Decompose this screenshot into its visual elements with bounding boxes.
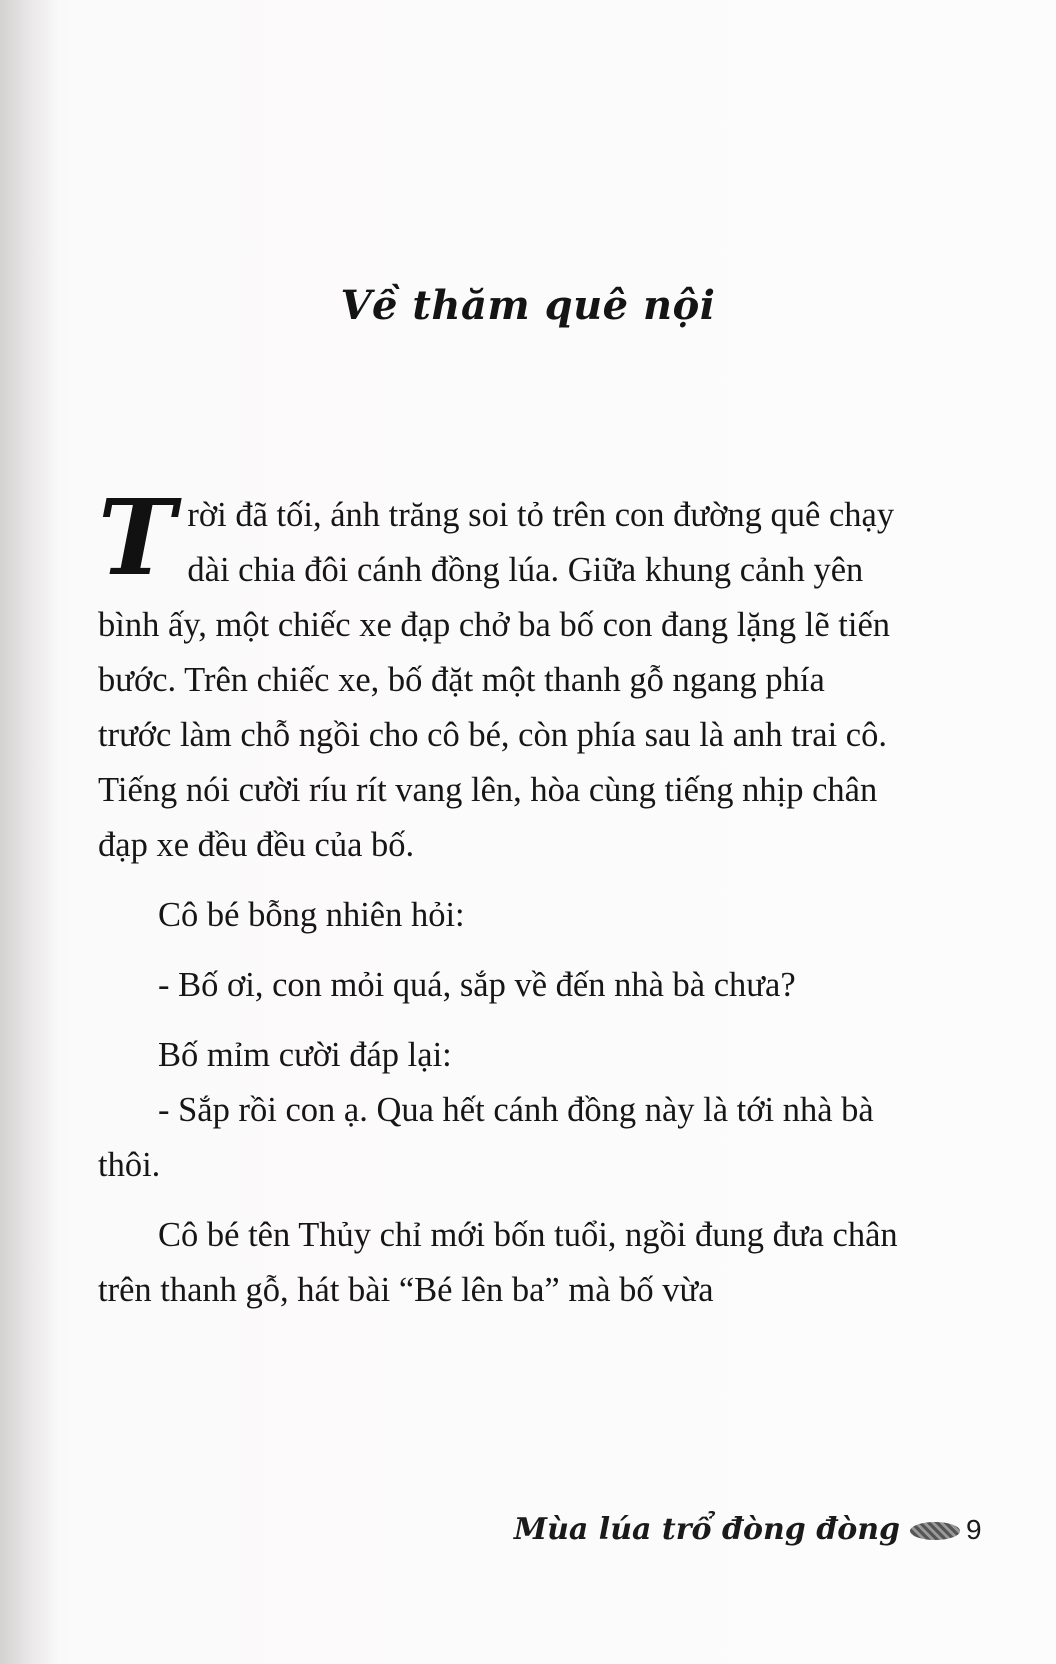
drop-cap: T — [98, 476, 176, 599]
leaf-ornament-icon — [910, 1522, 960, 1540]
page-number: 9 — [966, 1514, 982, 1545]
page-gutter-shadow — [0, 0, 60, 1664]
body-text — [98, 476, 898, 1318]
paragraph-2: Cô bé bỗng nhiên hỏi: — [158, 896, 465, 934]
paragraph-1-text: rời đã tối, ánh trăng soi tỏ trên con đường quê chạy dài chia đôi cánh đồng lúa. Giữa khung cảnh yên bình ấy, một chiếc xe đạp chở ba bố con đang lặng lẽ tiến bước. Trên chiếc xe, bố đặt một thanh gỗ ngang phía trước làm chỗ ngồi cho cô bé, còn phía sau là anh trai cô. Tiếng nói cười ríu rít vang lên, hòa cùng tiếng nhịp chân đạp xe đều đều của bố. — [98, 496, 895, 864]
paragraph-6: Cô bé tên Thủy chỉ mới bốn tuổi, ngồi đung đưa chân trên thanh gỗ, hát bài “Bé lên ba” mà bố vừa — [98, 1216, 898, 1309]
chapter-title: Về thăm quê nội — [340, 282, 716, 329]
paragraph-5: - Sắp rồi con ạ. Qua hết cánh đồng này là tới nhà bà thôi. — [98, 1091, 874, 1184]
paragraph-3: - Bố ơi, con mỏi quá, sắp về đến nhà bà chưa? — [158, 966, 796, 1004]
paragraph-4: Bố mỉm cười đáp lại: — [158, 1036, 452, 1074]
paragraph-1 — [98, 476, 898, 873]
running-footer-title: Mùa lúa trổ đòng đòng — [513, 1512, 900, 1547]
